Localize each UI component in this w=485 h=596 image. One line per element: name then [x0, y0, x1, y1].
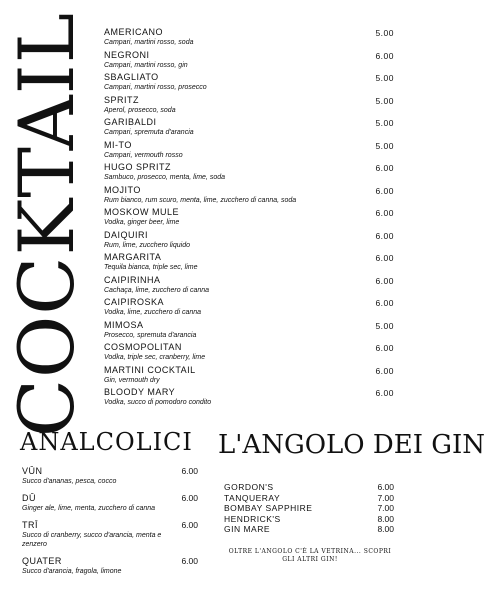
item-description: Gin, vermouth dry: [104, 376, 160, 384]
item-name: MI-TO: [104, 139, 132, 150]
item-name: SBAGLIATO: [104, 72, 159, 82]
item-name: TRĪ: [22, 520, 38, 530]
item-price: 8.00: [377, 524, 394, 534]
item-name: BLOODY MARY: [104, 387, 176, 397]
item-name: VŪN: [22, 466, 43, 476]
item-description: Vodka, ginger beer, lime: [104, 219, 180, 226]
item-name: HUGO SPRITZ: [104, 162, 172, 172]
item-description: Cachaça, lime, zucchero di canna: [104, 286, 210, 294]
item-price: 5.00: [375, 73, 394, 83]
menu-item: [224, 482, 394, 493]
item-description: Rum, lime, zucchero liquido: [104, 241, 190, 249]
item-name: AMERICANO: [104, 27, 164, 37]
item-name: GIN MARE: [224, 524, 271, 534]
item-price: 6.00: [375, 343, 394, 353]
item-price: 7.00: [377, 492, 394, 503]
item-description: Campari, martini rosso, gin: [104, 61, 188, 69]
cocktail-list: [104, 27, 394, 410]
menu-item: [104, 365, 394, 388]
item-price: 5.00: [375, 28, 394, 38]
menu-item: [104, 252, 394, 275]
item-description: Campari, martini rosso, soda: [104, 39, 194, 46]
menu-item: [224, 514, 394, 525]
item-price: 6.00: [181, 520, 198, 530]
item-price: 6.00: [375, 253, 394, 263]
item-price: 6.00: [375, 388, 394, 398]
item-description: Campari, martini rosso, prosecco: [104, 84, 207, 91]
menu-item: [104, 207, 394, 230]
gin-note: OLTRE L'ANGOLO C'È LA VETRINA... SCOPRI GLI ALTRI GIN!: [228, 548, 392, 563]
analcolici-heading: ANALCOLICI: [20, 428, 193, 456]
menu-item: [104, 275, 394, 298]
menu-item: [104, 320, 394, 343]
item-price: 6.00: [181, 466, 198, 476]
menu-item: [22, 466, 198, 486]
item-description: Succo di cranberry, succo d'arancia, menta e zenzero: [22, 532, 162, 548]
item-price: 6.00: [375, 230, 394, 241]
menu-item: [22, 493, 198, 513]
item-description: Prosecco, spremuta d'arancia: [104, 331, 197, 339]
item-name: SPRITZ: [104, 94, 140, 105]
item-price: 6.00: [375, 298, 394, 308]
item-price: 6.00: [375, 163, 394, 173]
menu-item: [104, 95, 394, 118]
analcolici-list: [22, 466, 198, 583]
item-price: 6.00: [377, 482, 394, 492]
cocktail-vertical-title: COCKTAIL: [2, 11, 92, 437]
item-price: 5.00: [375, 118, 394, 128]
menu-item: [104, 72, 394, 95]
item-price: 5.00: [375, 320, 394, 331]
item-name: CAIPIRINHA: [104, 274, 161, 285]
menu-item: [224, 503, 394, 514]
item-name: HENDRICK'S: [224, 513, 281, 524]
menu-item: [224, 524, 394, 535]
menu-item: [22, 520, 198, 549]
item-price: 6.00: [181, 493, 198, 503]
gin-heading: L'ANGOLO DEI GIN: [218, 430, 485, 460]
item-price: 6.00: [181, 556, 198, 566]
item-description: Succo d'arancia, fragola, limone: [22, 568, 122, 575]
menu-item: [104, 230, 394, 253]
item-name: MIMOSA: [104, 319, 144, 330]
item-description: Rum bianco, rum scuro, menta, lime, zucchero di canna, soda: [104, 196, 297, 204]
menu-item: [104, 50, 394, 73]
item-price: 6.00: [375, 208, 394, 218]
item-price: 6.00: [375, 365, 394, 376]
item-price: 6.00: [375, 50, 394, 61]
menu-item: [224, 493, 394, 504]
item-price: 6.00: [375, 185, 394, 196]
cocktail-vertical-title-box: [2, 11, 92, 437]
item-price: 6.00: [375, 275, 394, 286]
item-description: Campari, vermouth rosso: [104, 151, 183, 159]
item-description: Succo d'ananas, pesca, cocco: [22, 478, 117, 485]
item-price: 7.00: [377, 503, 394, 513]
item-name: MOJITO: [104, 184, 141, 195]
item-description: Vodka, succo di pomodoro condito: [104, 399, 212, 406]
menu-item: [22, 556, 198, 576]
item-name: GORDON'S: [224, 482, 274, 492]
item-description: Campari, spremuta d'arancia: [104, 129, 194, 136]
item-name: COSMOPOLITAN: [104, 342, 182, 352]
item-name: GARIBALDI: [104, 117, 157, 127]
item-name: NEGRONI: [104, 49, 150, 60]
item-price: 8.00: [377, 513, 394, 524]
item-name: MOSKOW MULE: [104, 207, 180, 217]
item-description: Tequila bianca, triple sec, lime: [104, 264, 198, 271]
item-name: MARGARITA: [104, 252, 162, 262]
item-name: DŪ: [22, 493, 36, 503]
item-name: MARTINI COCKTAIL: [104, 364, 196, 375]
item-name: CAIPIROSKA: [104, 297, 165, 307]
menu-item: [104, 342, 394, 365]
item-name: BOMBAY SAPPHIRE: [224, 503, 313, 513]
menu-item: [104, 117, 394, 140]
menu-item: [104, 297, 394, 320]
menu-item: [104, 185, 394, 208]
item-name: TANQUERAY: [224, 492, 281, 503]
item-name: QUATER: [22, 556, 62, 566]
item-name: DAIQUIRI: [104, 229, 149, 240]
menu-item: [104, 162, 394, 185]
item-description: Ginger ale, lime, menta, zucchero di canna: [22, 505, 156, 512]
gin-list: [224, 482, 394, 535]
menu-item: [104, 387, 394, 410]
item-description: Vodka, triple sec, cranberry, lime: [104, 354, 206, 361]
menu-item: [104, 140, 394, 163]
item-price: 5.00: [375, 140, 394, 151]
menu-item: [104, 27, 394, 50]
item-price: 5.00: [375, 95, 394, 106]
item-description: Sambuco, prosecco, menta, lime, soda: [104, 174, 226, 181]
item-description: Aperol, prosecco, soda: [104, 106, 176, 114]
item-description: Vodka, lime, zucchero di canna: [104, 309, 202, 316]
